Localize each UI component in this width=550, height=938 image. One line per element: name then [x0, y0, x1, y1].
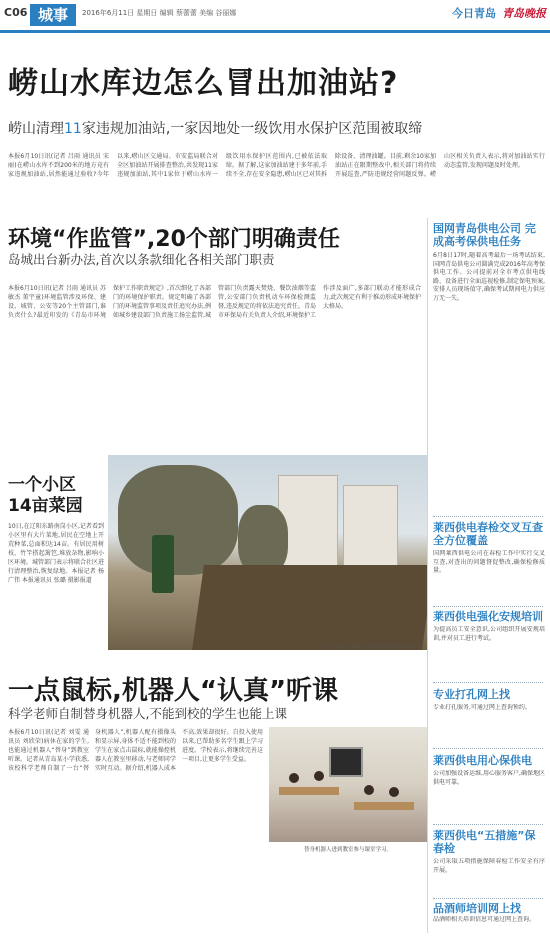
story3-title	[8, 475, 83, 517]
brief-text-3: 为提高员工安全意识,公司组织开展安规培训,并对员工进行考试。	[433, 626, 545, 642]
header-rule	[0, 30, 550, 33]
section-label: 城事	[30, 4, 76, 26]
brief-text-5: 公司加强设备运维,用心服务客户,确保地区供电可靠。	[433, 770, 545, 786]
brief-head-2: 莱西供电春检交叉互查全方位覆盖	[433, 521, 543, 547]
photo-student	[314, 771, 324, 781]
story1-subtitle	[8, 118, 422, 138]
story2-body-text: 本报6月10日讯(记者 吕雨 通讯员 苏敏杰 董宇童)环境监管涉及环保、建设、城管、公安等20个主管部门,谁负责什么?最近印发的《青岛市环境保护工作职责规定》,首次细化了各部门的环境保护职责。规定明确了各部门的环境监管事项及责任追究办法,例如城乡建设部门负责施工扬尘监管,城管部门负责露天焚烧、餐饮油烟等监管,公安部门负责机动车环保检测监督,违反规定的将依法追究责任。青岛市环保局有关负责人介绍,环境保护工作涉及面广,多部门联动才能形成合力,此次规定有利于推动形成环境保护大格局。	[8, 285, 421, 319]
brief-divider	[433, 606, 543, 607]
photo-branch-pile	[192, 565, 428, 650]
story3-body	[8, 522, 104, 657]
brief-divider	[433, 682, 543, 683]
classroom-photo	[269, 727, 427, 842]
brief-head-7: 品酒师培训网上找	[433, 902, 521, 915]
photo-desk	[279, 787, 339, 795]
brief-divider	[433, 824, 543, 825]
photo-building	[343, 485, 398, 570]
issue-meta: 2016年6月11日 星期日 编辑 蔡蕾蕾 美编 谷丽娜	[82, 9, 237, 17]
story4-body	[8, 728, 263, 933]
brief-head-6: 莱西供电“五措施”保春检	[433, 829, 536, 855]
photo-desk	[354, 802, 414, 810]
photo-student	[289, 773, 299, 783]
page-header	[0, 0, 550, 34]
story3-title-line2: 14亩菜园	[8, 496, 83, 516]
brief-text-1: 6月8日17时,随着高考最后一场考试结束,国网青岛供电公司圆满完成2016年高考保供电工作。公司提前对全市考点供电线路、设备进行全面巡视检修,制定保电预案,安排人员现场值守,确保考试期间电力供应万无一失。	[433, 252, 545, 302]
brief-text-2: 国网莱西供电公司在春检工作中实行交叉互查,对查出的问题督促整改,确保检修质量。	[433, 550, 545, 575]
page-number: C06	[4, 6, 28, 19]
story1-subtitle-b: 家违规加油站,一家因地处一级饮用水保护区范围被取缔	[81, 121, 423, 137]
garden-photo	[108, 455, 428, 650]
brief-head-1: 国网青岛供电公司 完成高考保供电任务	[433, 222, 536, 248]
story2-subtitle: 岛城出台新办法,首次以条款细化各相关部门职责	[8, 252, 275, 267]
photo-tree	[118, 465, 238, 575]
story4-body-cont	[269, 853, 427, 933]
brief-text-7: 品酒师相关培训信息可通过网上查询。	[433, 916, 536, 923]
story1-subtitle-a: 崂山清理	[8, 121, 64, 137]
brand-mark	[452, 5, 546, 21]
photo-building	[278, 475, 338, 570]
story4-title: 一点鼠标,机器人“认真”听课	[8, 676, 339, 706]
brand-name: 今日青岛	[452, 7, 496, 20]
story4-subtitle: 科学老师自制替身机器人,不能到校的学生也能上课	[8, 706, 287, 721]
story4-body-text: 本报6月10日讯(记者 刘雯 通讯员 刘欣荣)病休在家的学生,也能通过机器人“替身”到教室听课。记者从青岛某小学获悉,该校科学老师自制了一台“替身机器人”,机器人配有摄像头和显示屏,身体不适不能到校的学生在家点击鼠标,就能操控机器人在教室里移动,与老师同学实时互动。据介绍,机器人成本不高,效果却很好。自投入使用以来,已帮助多名学生跟上学习进度。学校表示,将继续完善这一项目,让更多学生受益。	[8, 729, 263, 772]
brief-divider	[433, 898, 543, 899]
story2-body	[8, 284, 421, 444]
brief-text-4: 专业打孔服务,可通过网上查询预约。	[433, 704, 531, 711]
story2-title: 环境“作监管”,20个部门明确责任	[8, 227, 340, 252]
photo-person	[152, 535, 174, 593]
brief-head-3: 莱西供电强化安规培训	[433, 610, 543, 623]
story3-title-line1: 一个小区	[8, 475, 76, 495]
garden-photo-caption: 小区空地上堆满了搭菜架用的树枝和竹竿。	[323, 644, 428, 650]
photo-student	[364, 785, 374, 795]
sidebar-briefs	[427, 218, 545, 933]
story3-body-text: 10日,在辽阳东路南岗小区,记者看到小区里有大片菜地,居民在空地上开荒种菜,总面积达14亩。有居民用树枝、竹竿搭起篱笆,堆放杂物,影响小区环境。城管部门表示将联合社区进行清理整治,恢复绿地。本报记者 杨广伟 本报通讯员 张璐 摄影报道	[8, 523, 104, 584]
story1-body-text: 本报6月10日讯(记者 吕雨 通讯员 宋丽)在崂山水库不到200米的地方竟有家违规加油站,居然能通过验收?今年以来,崂山区交通局、市安监局联合对全区加油站开展排查整治,共发现11家违规加油站,其中1家位于崂山水库一级饮用水保护区范围内,已被依法取缔。据了解,这家加油站建于多年前,手续不全,存在安全隐患,崂山区已对其拆除设备、清理油罐。目前,剩余10家加油站正在限期整改中,相关部门将持续开展巡查,严防违规经营问题反弹。崂山区相关负责人表示,将对加油站实行动态监管,发现问题及时处理。	[8, 153, 545, 178]
photo-student	[389, 787, 399, 797]
classroom-photo-caption: 替身机器人进到教室参与课堂学习。	[303, 847, 392, 853]
brief-head-4: 专业打孔网上找	[433, 688, 510, 701]
paper-name: 青岛晚报	[502, 7, 546, 20]
photo-robot-screen	[329, 747, 363, 777]
brief-text-6: 公司采取五项措施保障春检工作安全有序开展。	[433, 858, 545, 874]
brief-head-5: 莱西供电用心保供电	[433, 754, 532, 767]
brief-divider	[433, 516, 543, 517]
brief-divider	[433, 748, 543, 749]
story1-title: 崂山水库边怎么冒出加油站?	[8, 66, 399, 101]
story1-body	[8, 152, 545, 214]
story1-subtitle-num: 11	[64, 121, 82, 137]
